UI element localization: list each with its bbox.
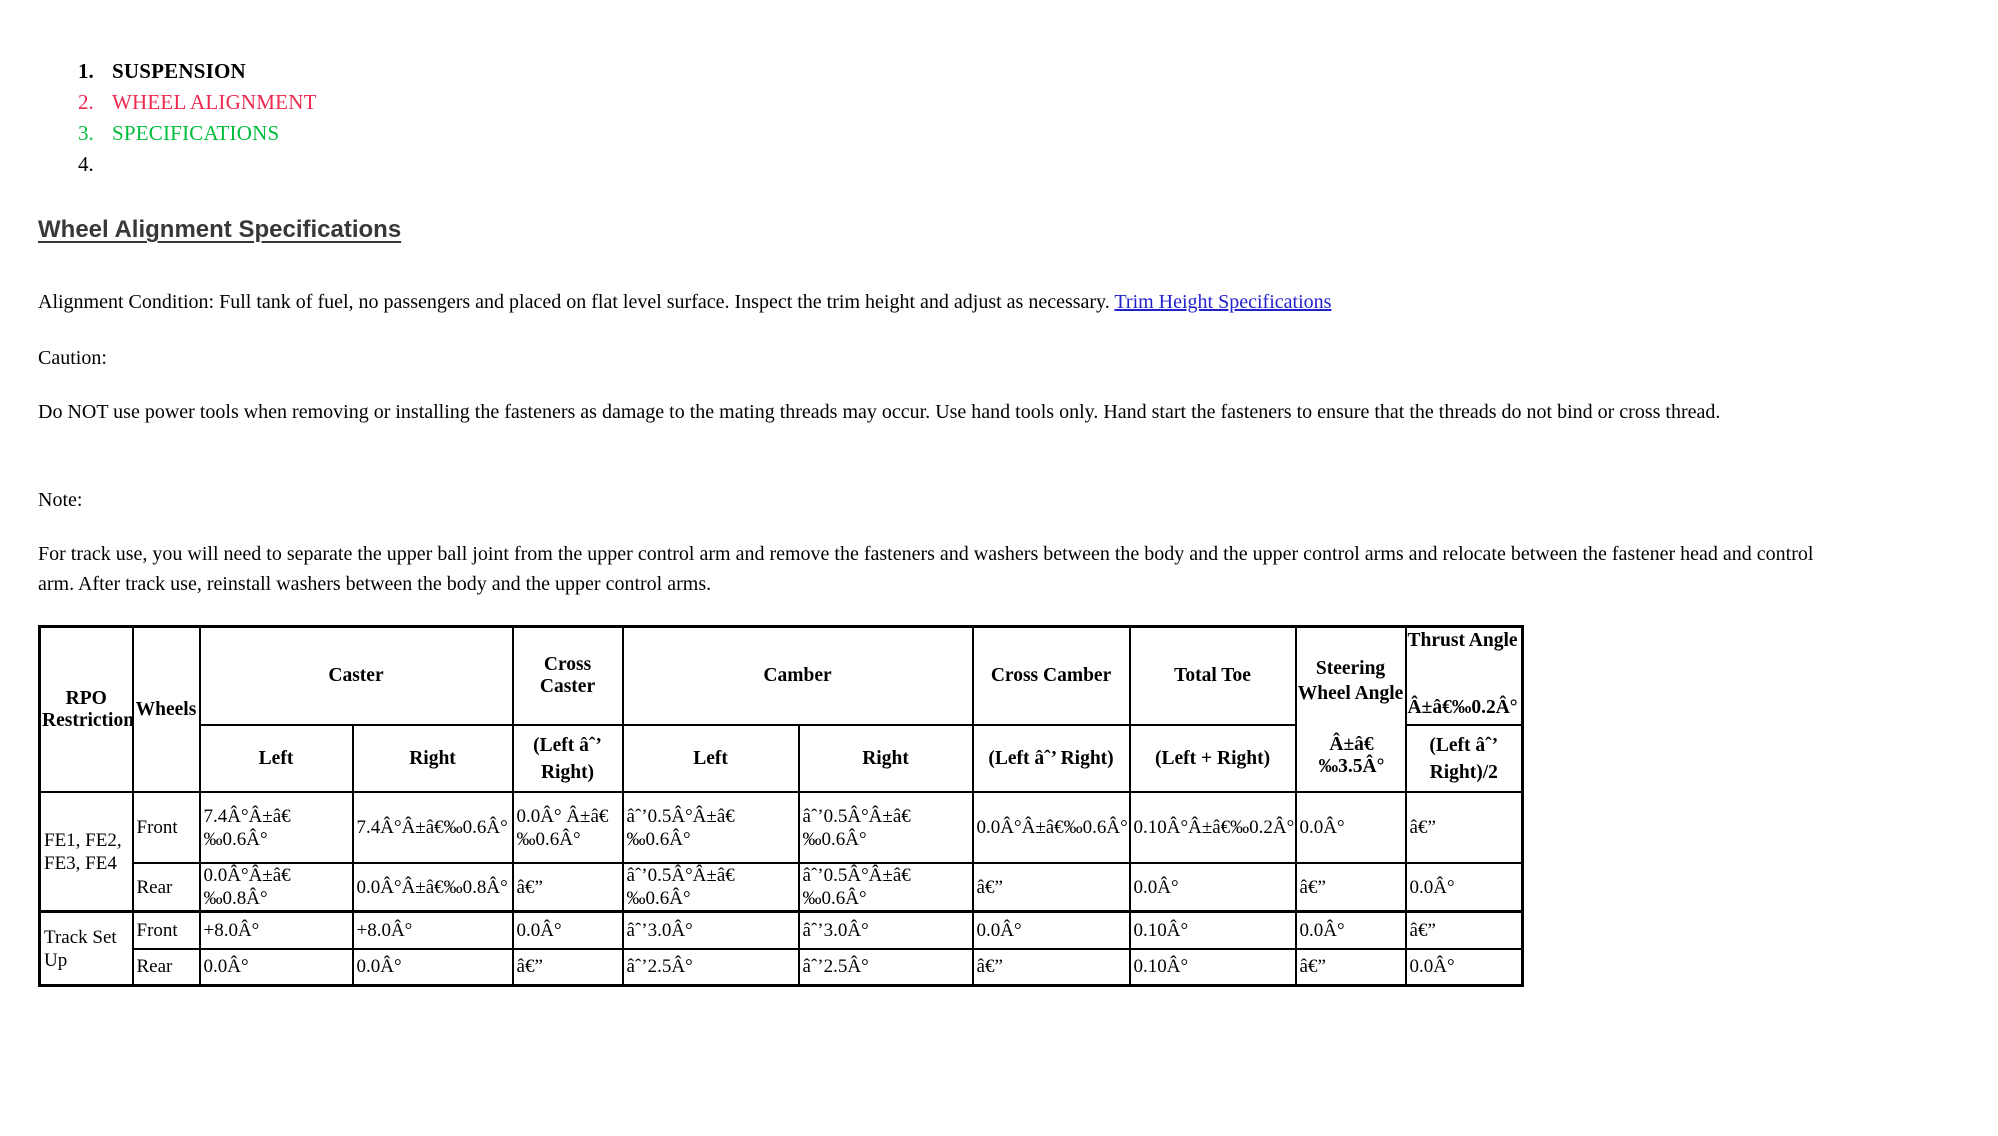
total-toe-value: 0.10Â°	[1130, 949, 1296, 986]
camber-left-value: âˆ’0.5Â°Â±â€‰0.6Â°	[623, 792, 799, 863]
subheader-caster-right: Right	[353, 725, 513, 792]
col-header-thrust-angle	[1406, 627, 1523, 726]
steering-angle-value: 0.0Â°	[1296, 912, 1406, 949]
camber-left-value: âˆ’2.5Â°	[623, 949, 799, 986]
caution-paragraph: Do NOT use power tools when removing or installing the fasteners as damage to the mating threads may occur. Use hand tools only. Hand start the fasteners to ensure that the threads do not bind or cross thread.	[38, 401, 1721, 423]
camber-right-value: âˆ’3.0Â°	[799, 912, 973, 949]
wheel-label: Rear	[133, 949, 200, 986]
list-item-number: 4.	[78, 152, 94, 176]
camber-right-value: âˆ’0.5Â°Â±â€‰0.6Â°	[799, 863, 973, 912]
camber-right-value: âˆ’2.5Â°	[799, 949, 973, 986]
total-toe-value: 0.10Â°	[1130, 912, 1296, 949]
col-header-steering-wheel-angle	[1296, 627, 1406, 793]
subheader-cross-camber-formula: (Left âˆ’ Right)	[973, 725, 1130, 792]
list-item-number: 3.	[78, 121, 94, 145]
thrust-angle-value: 0.0Â°	[1406, 863, 1523, 912]
wheel-label: Front	[133, 912, 200, 949]
col-header-cross-caster: Cross Caster	[513, 627, 623, 726]
subheader-camber-left: Left	[623, 725, 799, 792]
col-header-cross-camber: Cross Camber	[973, 627, 1130, 726]
page-title: Wheel Alignment Specifications	[38, 216, 402, 243]
steering-angle-value: â€”	[1296, 863, 1406, 912]
total-toe-value: 0.10Â°Â±â€‰0.2Â°	[1130, 792, 1296, 863]
list-item-label: SUSPENSION	[112, 59, 246, 83]
thrust-angle-value: 0.0Â°	[1406, 949, 1523, 986]
list-item-specifications	[78, 118, 317, 149]
cross-caster-value: 0.0Â° Â±â€‰0.6Â°	[513, 792, 623, 863]
thrust-angle-value: â€”	[1406, 792, 1523, 863]
caster-right-value: +8.0Â°	[353, 912, 513, 949]
rpo-label-track: Track Set Up	[40, 912, 133, 986]
section-list	[78, 56, 317, 180]
list-item-wheel-alignment	[78, 87, 317, 118]
list-item-label: WHEEL ALIGNMENT	[112, 90, 317, 114]
cross-camber-value: 0.0Â°Â±â€‰0.6Â°	[973, 792, 1130, 863]
caster-left-value: 7.4Â°Â±â€‰0.6Â°	[200, 792, 353, 863]
wheel-label: Rear	[133, 863, 200, 912]
table-row-track-front	[40, 912, 1523, 949]
col-header-wheels: Wheels	[133, 627, 200, 793]
caster-right-value: 0.0Â°	[353, 949, 513, 986]
col-header-camber: Camber	[623, 627, 973, 726]
camber-left-value: âˆ’0.5Â°Â±â€‰0.6Â°	[623, 863, 799, 912]
subheader-cross-caster-formula: (Left âˆ’ Right)	[513, 725, 623, 792]
alignment-condition-text: Alignment Condition: Full tank of fuel, no passengers and placed on flat level surface. Inspect the trim height and adjust as necessary.	[38, 291, 1115, 313]
subheader-camber-right: Right	[799, 725, 973, 792]
subheader-thrust-angle-formula: (Left âˆ’ Right)/2	[1406, 725, 1523, 792]
steering-wheel-angle-title: Steering Wheel Angle	[1297, 657, 1404, 704]
caution-label: Caution:	[38, 347, 107, 369]
steering-wheel-angle-tolerance: Â±â€‰3.5Â°	[1318, 733, 1385, 777]
wheel-label: Front	[133, 792, 200, 863]
list-item-label: SPECIFICATIONS	[112, 121, 280, 145]
col-header-total-toe: Total Toe	[1130, 627, 1296, 726]
caster-left-value: 0.0Â°Â±â€‰0.8Â°	[200, 863, 353, 912]
thrust-angle-tolerance: Â±â€‰0.2Â°	[1407, 697, 1518, 718]
table-row-fe-rear	[40, 863, 1523, 912]
col-header-rpo-restriction: RPO Restriction	[40, 627, 133, 793]
rpo-label-fe: FE1, FE2, FE3, FE4	[40, 792, 133, 912]
cross-camber-value: â€”	[973, 949, 1130, 986]
thrust-angle-title: Thrust Angle	[1407, 630, 1518, 651]
caster-right-value: 7.4Â°Â±â€‰0.6Â°	[353, 792, 513, 863]
caster-right-value: 0.0Â°Â±â€‰0.8Â°	[353, 863, 513, 912]
subheader-total-toe-formula: (Left + Right)	[1130, 725, 1296, 792]
note-paragraph: For track use, you will need to separate the upper ball joint from the upper control arm and remove the fasteners and washers between the body and the upper control arms and relocate between the fastener head and control arm. After track use, reinstall washers between the body and the upper control arms.	[38, 543, 1814, 595]
thrust-angle-value: â€”	[1406, 912, 1523, 949]
steering-angle-value: 0.0Â°	[1296, 792, 1406, 863]
col-header-caster: Caster	[200, 627, 513, 726]
cross-camber-value: 0.0Â°	[973, 912, 1130, 949]
cross-caster-value: 0.0Â°	[513, 912, 623, 949]
cross-caster-value: â€”	[513, 949, 623, 986]
list-item-number: 2.	[78, 90, 94, 114]
table-row-fe-front	[40, 792, 1523, 863]
table-row-track-rear	[40, 949, 1523, 986]
caster-left-value: +8.0Â°	[200, 912, 353, 949]
note-label: Note:	[38, 489, 83, 511]
total-toe-value: 0.0Â°	[1130, 863, 1296, 912]
wheel-alignment-spec-table	[38, 625, 1524, 987]
list-item-suspension	[78, 56, 317, 87]
camber-left-value: âˆ’3.0Â°	[623, 912, 799, 949]
trim-height-specifications-link[interactable]: Trim Height Specifications	[1114, 291, 1332, 313]
list-item-number: 1.	[78, 59, 94, 83]
camber-right-value: âˆ’0.5Â°Â±â€‰0.6Â°	[799, 792, 973, 863]
cross-caster-value: â€”	[513, 863, 623, 912]
steering-angle-value: â€”	[1296, 949, 1406, 986]
alignment-condition-paragraph	[38, 287, 1828, 317]
cross-camber-value: â€”	[973, 863, 1130, 912]
caster-left-value: 0.0Â°	[200, 949, 353, 986]
subheader-caster-left: Left	[200, 725, 353, 792]
list-item-4	[78, 149, 317, 180]
